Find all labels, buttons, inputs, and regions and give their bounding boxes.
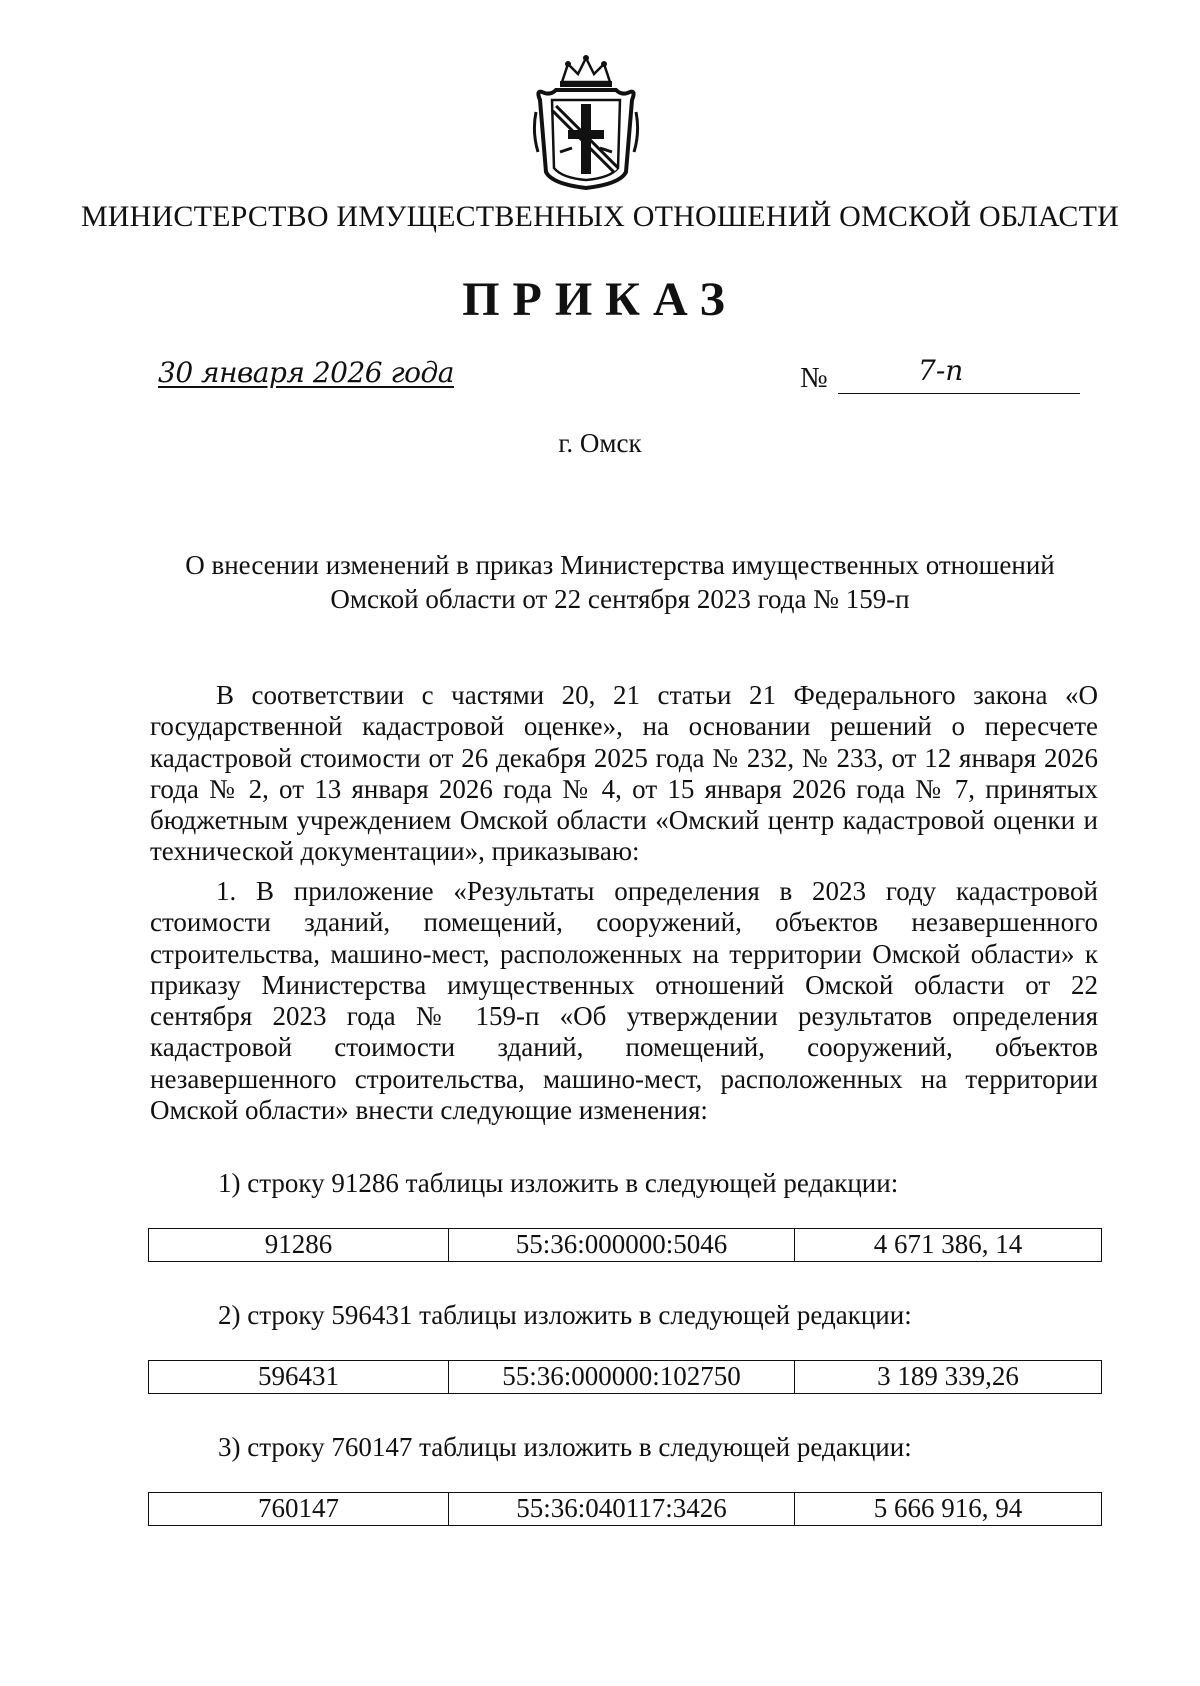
cadastral-value-cell: 4 671 386, 14 xyxy=(873,1229,1023,1259)
clause-1-paragraph: 1. В приложение «Результаты определения в 2023 году кадастровой стоимости зданий, помещений, сооружений, объектов незавершенного строительства, машино-мест, расположенных на территории Омской области» к приказу Министерства имущественных отношений Омской области от 22 сентября 2023 года № 159-п «Об утверждении результатов определения кадастровой стоимости зданий, помещений, сооружений, объектов незавершенного строительства, машино-мест, расположенных на территории Омской области» внести следующие изменения: xyxy=(150,876,1098,1126)
handwritten-number: 7-п xyxy=(918,354,964,387)
row-number-cell: 596431 xyxy=(149,1361,449,1393)
item-3-text: 3) строку 760147 таблицы изложить в следующей редакции: xyxy=(218,1432,912,1462)
cadastral-number-cell: 55:36:000000:5046 xyxy=(449,1229,795,1261)
cadastral-value-cell: 5 666 916, 94 xyxy=(873,1493,1023,1523)
order-subject: О внесении изменений в приказ Министерства имущественных отношений Омской области от 22 сентября 2023 года № 159-п xyxy=(185,550,1055,614)
preamble-paragraph: В соответствии с частями 20, 21 статьи 21 Федерального закона «О государственной кадастровой оценке», на основании решений о пересчете кадастровой стоимости от 26 декабря 2025 года № 232, № 233, от 12 января 2026 года № 2, от 13 января 2026 года № 4, от 15 января 2026 года № 7, принятых бюджетным учреждением Омской области «Омский центр кадастровой оценки и технической документации», приказываю: xyxy=(150,680,1098,867)
cadastral-value-cell: 3 189 339,26 xyxy=(877,1361,1019,1391)
handwritten-date: 30 января 2026 года xyxy=(158,356,454,389)
number-sign: № xyxy=(800,362,828,394)
cadastral-number-cell: 55:36:040117:3426 xyxy=(449,1493,795,1525)
item-2-text: 2) строку 596431 таблицы изложить в следующей редакции: xyxy=(218,1300,912,1330)
document-number-block xyxy=(800,354,1080,398)
document-type-title: ПРИКАЗ xyxy=(462,273,738,326)
number-underline xyxy=(838,393,1080,394)
cadastral-number-cell: 55:36:000000:102750 xyxy=(449,1361,795,1393)
coat-of-arms-emblem xyxy=(532,52,640,192)
item-1-text: 1) строку 91286 таблицы изложить в следующей редакции: xyxy=(218,1168,899,1198)
row-number-cell: 91286 xyxy=(149,1229,449,1261)
table-row xyxy=(148,1492,1102,1526)
ministry-name: МИНИСТЕРСТВО ИМУЩЕСТВЕННЫХ ОТНОШЕНИЙ ОМСКОЙ ОБЛАСТИ xyxy=(80,200,1120,233)
table-row xyxy=(148,1360,1102,1394)
table-row xyxy=(148,1228,1102,1262)
row-number-cell: 760147 xyxy=(149,1493,449,1525)
city-label: г. Омск xyxy=(558,428,642,458)
